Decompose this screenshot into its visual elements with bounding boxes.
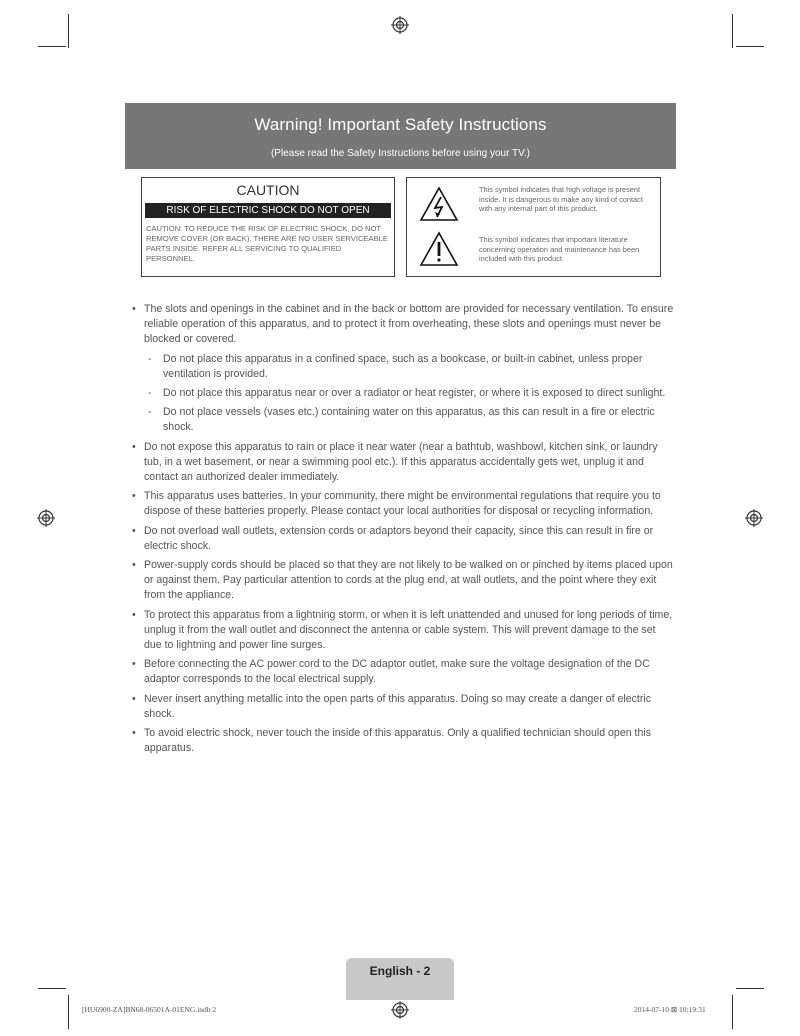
registration-mark-icon — [391, 1001, 409, 1019]
page-title: Warning! Important Safety Instructions — [254, 115, 547, 134]
bullet: • — [132, 440, 136, 453]
instruction-text: The slots and openings in the cabinet and in the back or bottom are provided for necessary ventilation. To ensure reliable operation of this apparatus, and to protect it from overheating, these slots and openings must never be blocked or covered. — [144, 303, 674, 346]
file-slug: [HU6900-ZA]BN68-06501A-01ENG.indb 2 — [82, 1005, 217, 1014]
crop-mark — [736, 988, 764, 989]
list-item — [132, 558, 676, 604]
crop-mark — [68, 14, 69, 48]
instruction-text: To protect this apparatus from a lightning storm, or when it is left unattended and unused for long periods of time, unplug it from the wall outlet and disconnect the antenna or cable system. This will prevent damage to the set due to lightning and power line surges. — [144, 608, 673, 652]
instruction-text: To avoid electric shock, never touch the inside of this apparatus. Only a qualified technician should open this apparatus. — [144, 727, 652, 755]
instruction-text: This apparatus uses batteries. In your community, there might be environmental regulations that require you to dispose of these batteries properly. Please contact your local authorities for disposal or recycling information. — [144, 490, 661, 518]
sub-list-item — [132, 405, 676, 435]
instruction-text: Never insert anything metallic into the open parts of this apparatus. Doing so may create a danger of electric shock. — [144, 692, 652, 720]
sub-list-item — [132, 386, 676, 401]
bullet: • — [132, 692, 136, 705]
header-band — [125, 103, 676, 169]
symbols-box — [406, 177, 661, 277]
bullet: • — [132, 727, 136, 740]
bullet: • — [132, 524, 136, 537]
instruction-text: Before connecting the AC power cord to the DC adaptor outlet, make sure the voltage designation of the DC adaptor corresponds to the local electrical supply. — [144, 658, 650, 686]
dash: - — [148, 406, 152, 419]
crop-mark — [732, 995, 733, 1029]
bullet: • — [132, 559, 136, 572]
page-number: English - 2 — [369, 964, 431, 978]
caution-title: CAUTION — [236, 182, 300, 198]
registration-mark-icon — [391, 16, 409, 34]
bullet: • — [132, 490, 136, 503]
safety-instructions-list — [132, 302, 676, 760]
caution-box — [141, 177, 395, 277]
bullet: • — [132, 608, 136, 621]
list-item — [132, 608, 676, 654]
list-item — [132, 692, 676, 722]
sub-list-item — [132, 352, 676, 382]
exclamation-triangle-icon — [419, 231, 459, 267]
instruction-text: Do not expose this apparatus to rain or place it near water (near a bathtub, washbowl, kitchen sink, or laundry tub, in a wet basement, or near a swimming pool etc.). If this apparatus accidentally gets wet, unplug it and contact an authorized dealer immediately. — [144, 440, 658, 484]
list-item — [132, 489, 676, 519]
sub-instruction-text: Do not place this apparatus in a confined space, such as a bookcase, or built-in cabinet, unless proper ventilation is provided. — [163, 352, 643, 380]
page-number-tab — [346, 958, 454, 1000]
instruction-text: Do not overload wall outlets, extension cords or adaptors beyond their capacity, since this can result in fire or electric shock. — [144, 524, 654, 552]
crop-mark — [736, 46, 764, 47]
list-item — [132, 440, 676, 486]
bullet: • — [132, 303, 136, 315]
crop-mark — [38, 46, 66, 47]
instruction-text: Power-supply cords should be placed so that they are not likely to be walked on or pinched by items placed upon or against them. Pay particular attention to cords at the plug end, at wall outlets, and the point where they exit from the appliance. — [144, 559, 673, 602]
crop-mark — [38, 988, 66, 989]
sub-instruction-text: Do not place vessels (vases etc.) containing water on this apparatus, as this can result in a fire or electric shock. — [163, 406, 655, 434]
registration-mark-icon — [745, 509, 763, 527]
caution-bar: RISK OF ELECTRIC SHOCK DO NOT OPEN — [145, 203, 391, 218]
page-subtitle: (Please read the Safety Instructions before using your TV.) — [270, 148, 531, 159]
list-item — [132, 524, 676, 554]
dash: - — [148, 352, 152, 365]
registration-mark-icon — [37, 509, 55, 527]
bullet: • — [132, 658, 136, 671]
crop-mark — [68, 995, 69, 1029]
dash: - — [148, 387, 152, 400]
voltage-symbol-text: This symbol indicates that high voltage is present inside. It is dangerous to make any kind of contact with any internal part of this product. — [479, 185, 643, 214]
literature-symbol-text: This symbol indicates that important literature concerning operation and maintenance has been included with this product. — [479, 235, 640, 264]
list-item — [132, 726, 676, 756]
timestamp-slug: 2014-07-10 ⊠ 10:19:31 — [634, 1005, 706, 1014]
caution-text: CAUTION: TO REDUCE THE RISK OF ELECTRIC SHOCK, DO NOT REMOVE COVER (OR BACK). THERE ARE NO USER SERVICEABLE PARTS INSIDE. REFER ALL SERVICING TO QUALIFIED PERSONNEL. — [146, 224, 388, 263]
sub-instruction-text: Do not place this apparatus near or over a radiator or heat register, or where it is exposed to direct sunlight. — [163, 387, 666, 400]
crop-mark — [732, 14, 733, 48]
list-item — [132, 657, 676, 687]
high-voltage-icon — [419, 186, 459, 222]
list-item — [132, 302, 676, 348]
